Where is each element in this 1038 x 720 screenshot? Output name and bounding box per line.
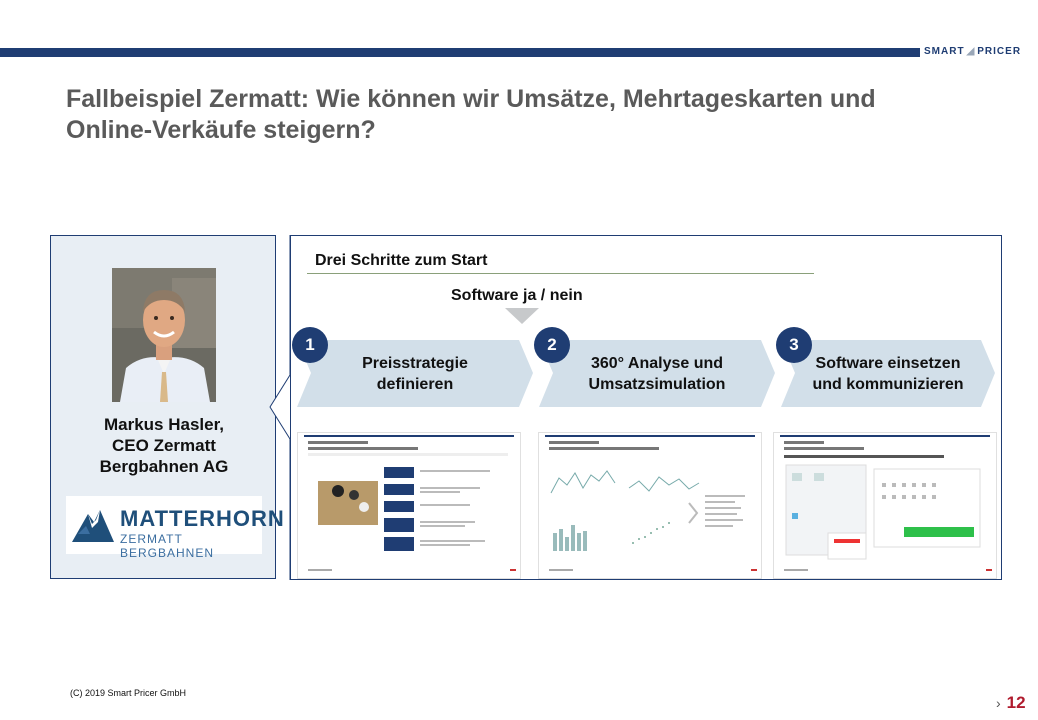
step-1 xyxy=(297,340,533,407)
thumbnail-3-graphic xyxy=(774,433,996,578)
step-2-badge: 2 xyxy=(534,327,570,363)
speaker-name: Markus Hasler, CEO Zermatt Bergbahnen AG xyxy=(99,415,229,476)
copyright: (C) 2019 Smart Pricer GmbH xyxy=(70,688,187,698)
slide-title-line1: Fallbeispiel Zermatt: Wie können wir Umsätze, Mehrtageskarten und xyxy=(66,85,876,113)
decision-label: Software ja / nein xyxy=(451,287,583,304)
steps-panel xyxy=(290,235,1002,580)
speaker-panel xyxy=(50,235,285,579)
thumbnail-2-graphic xyxy=(539,433,761,578)
slide-title-line2: Online-Verkäufe steigern? xyxy=(66,116,376,144)
slide-title xyxy=(66,84,966,146)
mountain-icon xyxy=(70,504,116,544)
step-2-text: 360° Analyse und Umsatzsimulation xyxy=(588,355,726,393)
step-2 xyxy=(539,340,775,407)
step-1-badge: 1 xyxy=(292,327,328,363)
step-3-badge: 3 xyxy=(776,327,812,363)
header-bar xyxy=(0,48,920,57)
panel-connector xyxy=(268,235,292,580)
smart-pricer-logo: SMART ◢ PRICER xyxy=(924,46,1022,57)
heading-underline xyxy=(307,273,814,274)
slide-thumbnail-1 xyxy=(297,432,521,579)
matterhorn-logo: MATTERHORN ZERMATT BERGBAHNEN xyxy=(66,496,262,554)
section-heading: Drei Schritte zum Start xyxy=(315,252,488,269)
chevron-right-icon: › xyxy=(996,695,1001,711)
decision-arrow-icon xyxy=(505,308,539,324)
speaker-photo xyxy=(112,268,216,402)
slide-thumbnail-3 xyxy=(773,432,997,579)
step-3 xyxy=(781,340,995,407)
logo-arrow-icon: ◢ xyxy=(966,46,976,57)
step-3-text: Software einsetzen und kommunizieren xyxy=(812,355,964,393)
slide-thumbnail-2 xyxy=(538,432,762,579)
page-number: › 12 xyxy=(996,693,1026,712)
step-1-text: Preisstrategie definieren xyxy=(362,355,468,393)
thumbnail-1-graphic xyxy=(298,433,520,578)
